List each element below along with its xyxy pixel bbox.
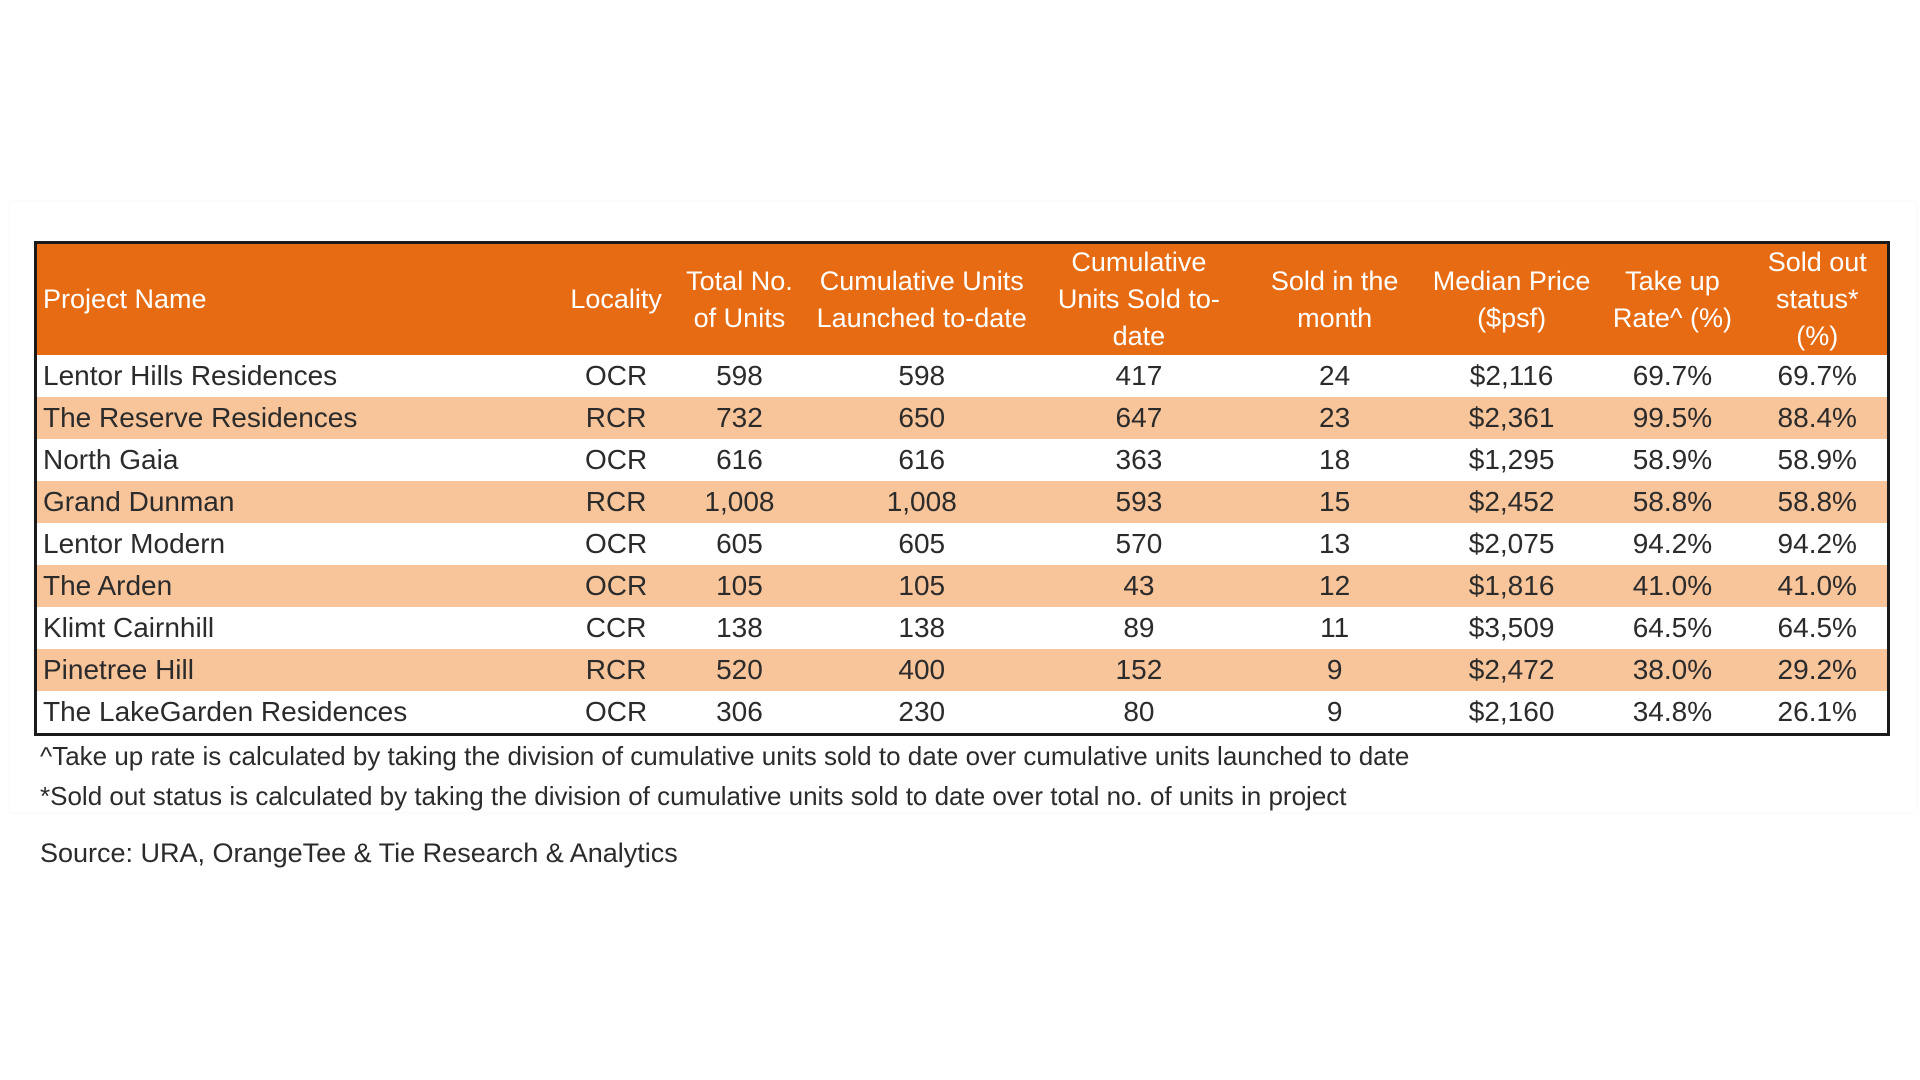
cell-sold-in-month: 24	[1319, 360, 1351, 391]
cell-sold-out-status: 58.8%	[1777, 486, 1857, 517]
cell-cumulative-launched: 605	[898, 528, 946, 559]
cell-total-units: 1,008	[704, 486, 775, 517]
table-row	[37, 565, 1887, 607]
cell-cumulative-launched: 230	[898, 696, 946, 727]
cell-cumulative-sold: 89	[1123, 612, 1155, 643]
sales-table	[34, 241, 1890, 736]
cell-cumulative-launched: 105	[898, 570, 946, 601]
cell-take-up-rate: 34.8%	[1632, 696, 1713, 727]
table-body	[37, 355, 1887, 733]
cell-cumulative-sold: 43	[1123, 570, 1155, 601]
cell-sold-out-status: 41.0%	[1777, 570, 1857, 601]
cell-sold-out-status: 26.1%	[1777, 696, 1857, 727]
cell-project-name: The LakeGarden Residences	[43, 696, 408, 727]
table-row	[37, 691, 1887, 733]
cell-cumulative-sold: 593	[1115, 486, 1163, 517]
header-locality: Locality	[570, 284, 662, 314]
cell-cumulative-launched: 138	[898, 612, 946, 643]
footnotes	[40, 736, 1409, 816]
cell-median-price: $2,452	[1468, 486, 1555, 517]
cell-locality: OCR	[585, 360, 648, 391]
cell-cumulative-launched: 650	[898, 402, 946, 433]
cell-locality: CCR	[585, 612, 647, 643]
cell-total-units: 732	[716, 402, 763, 433]
cell-sold-in-month: 23	[1319, 402, 1351, 433]
table-row	[37, 523, 1887, 565]
cell-project-name: Klimt Cairnhill	[43, 612, 215, 643]
cell-sold-out-status: 29.2%	[1777, 654, 1857, 685]
cell-take-up-rate: 41.0%	[1632, 570, 1713, 601]
cell-take-up-rate: 94.2%	[1632, 528, 1713, 559]
cell-locality: OCR	[585, 696, 648, 727]
take-up-rate-footnote: ^Take up rate is calculated by taking the division of cumulative units sold to date over cumulative units launched to date	[40, 741, 1410, 771]
table-row	[37, 355, 1887, 397]
cell-cumulative-sold: 80	[1123, 696, 1155, 727]
cell-cumulative-sold: 363	[1115, 444, 1163, 475]
cell-sold-out-status: 88.4%	[1777, 402, 1857, 433]
cell-cumulative-launched: 1,008	[886, 486, 957, 517]
cell-total-units: 605	[716, 528, 763, 559]
cell-median-price: $2,116	[1469, 360, 1554, 391]
table-header-row	[37, 244, 1887, 355]
cell-median-price: $2,472	[1468, 654, 1555, 685]
cell-cumulative-launched: 616	[898, 444, 946, 475]
cell-take-up-rate: 99.5%	[1632, 402, 1713, 433]
header-sold-in-month: Sold in the month	[1270, 265, 1399, 333]
cell-cumulative-sold: 647	[1115, 402, 1163, 433]
cell-median-price: $2,160	[1468, 696, 1555, 727]
cell-locality: RCR	[585, 402, 647, 433]
cell-take-up-rate: 58.8%	[1632, 486, 1713, 517]
cell-take-up-rate: 58.9%	[1632, 444, 1713, 475]
cell-locality: OCR	[585, 528, 648, 559]
cell-project-name: Pinetree Hill	[43, 654, 194, 685]
sold-out-status-footnote: *Sold out status is calculated by taking the division of cumulative units sold to date over total no. of units in project	[40, 781, 1347, 811]
cell-sold-in-month: 13	[1319, 528, 1351, 559]
table-row	[37, 649, 1887, 691]
header-take-up-rate: Take up Rate^ (%)	[1612, 265, 1733, 333]
cell-locality: RCR	[585, 654, 647, 685]
cell-median-price: $1,295	[1468, 444, 1555, 475]
cell-total-units: 520	[716, 654, 763, 685]
cell-project-name: North Gaia	[43, 444, 179, 475]
cell-take-up-rate: 38.0%	[1632, 654, 1713, 685]
cell-total-units: 138	[716, 612, 763, 643]
cell-project-name: The Arden	[43, 570, 173, 601]
header-cumulative-launched: Cumulative Units Launched to-date	[816, 265, 1027, 333]
cell-cumulative-sold: 152	[1115, 654, 1163, 685]
cell-median-price: $1,816	[1468, 570, 1555, 601]
cell-cumulative-sold: 417	[1115, 360, 1163, 391]
header-project-name: Project Name	[43, 284, 207, 314]
cell-locality: RCR	[585, 486, 647, 517]
cell-sold-in-month: 9	[1326, 654, 1343, 685]
cell-take-up-rate: 69.7%	[1632, 360, 1713, 391]
header-total-units: Total No. of Units	[686, 265, 793, 333]
cell-sold-out-status: 64.5%	[1777, 612, 1857, 643]
cell-sold-out-status: 58.9%	[1777, 444, 1857, 475]
cell-total-units: 306	[716, 696, 763, 727]
cell-project-name: The Reserve Residences	[43, 402, 358, 433]
table-row	[37, 397, 1887, 439]
cell-median-price: $2,075	[1468, 528, 1555, 559]
cell-sold-in-month: 9	[1326, 696, 1343, 727]
header-median-price: Median Price ($psf)	[1432, 265, 1591, 333]
cell-cumulative-sold: 570	[1115, 528, 1163, 559]
cell-total-units: 105	[716, 570, 763, 601]
cell-locality: OCR	[585, 570, 648, 601]
source-note: Source: URA, OrangeTee & Tie Research & Analytics	[40, 838, 678, 868]
cell-median-price: $2,361	[1468, 402, 1555, 433]
cell-total-units: 598	[716, 360, 763, 391]
cell-median-price: $3,509	[1468, 612, 1555, 643]
cell-project-name: Lentor Modern	[43, 528, 226, 559]
cell-sold-in-month: 15	[1319, 486, 1351, 517]
cell-project-name: Lentor Hills Residences	[43, 360, 338, 391]
cell-sold-in-month: 18	[1319, 444, 1351, 475]
header-sold-out-status: Sold out status* (%)	[1767, 247, 1867, 351]
table-row	[37, 607, 1887, 649]
table-row	[37, 439, 1887, 481]
cell-sold-out-status: 69.7%	[1777, 360, 1857, 391]
cell-locality: OCR	[585, 444, 648, 475]
table-row	[37, 481, 1887, 523]
cell-project-name: Grand Dunman	[43, 486, 235, 517]
cell-cumulative-launched: 400	[898, 654, 946, 685]
cell-sold-out-status: 94.2%	[1777, 528, 1857, 559]
cell-total-units: 616	[716, 444, 763, 475]
cell-take-up-rate: 64.5%	[1632, 612, 1713, 643]
cell-cumulative-launched: 598	[898, 360, 946, 391]
cell-sold-in-month: 11	[1320, 612, 1350, 643]
cell-sold-in-month: 12	[1319, 570, 1351, 601]
header-cumulative-sold: Cumulative Units Sold to-date	[1057, 247, 1220, 351]
